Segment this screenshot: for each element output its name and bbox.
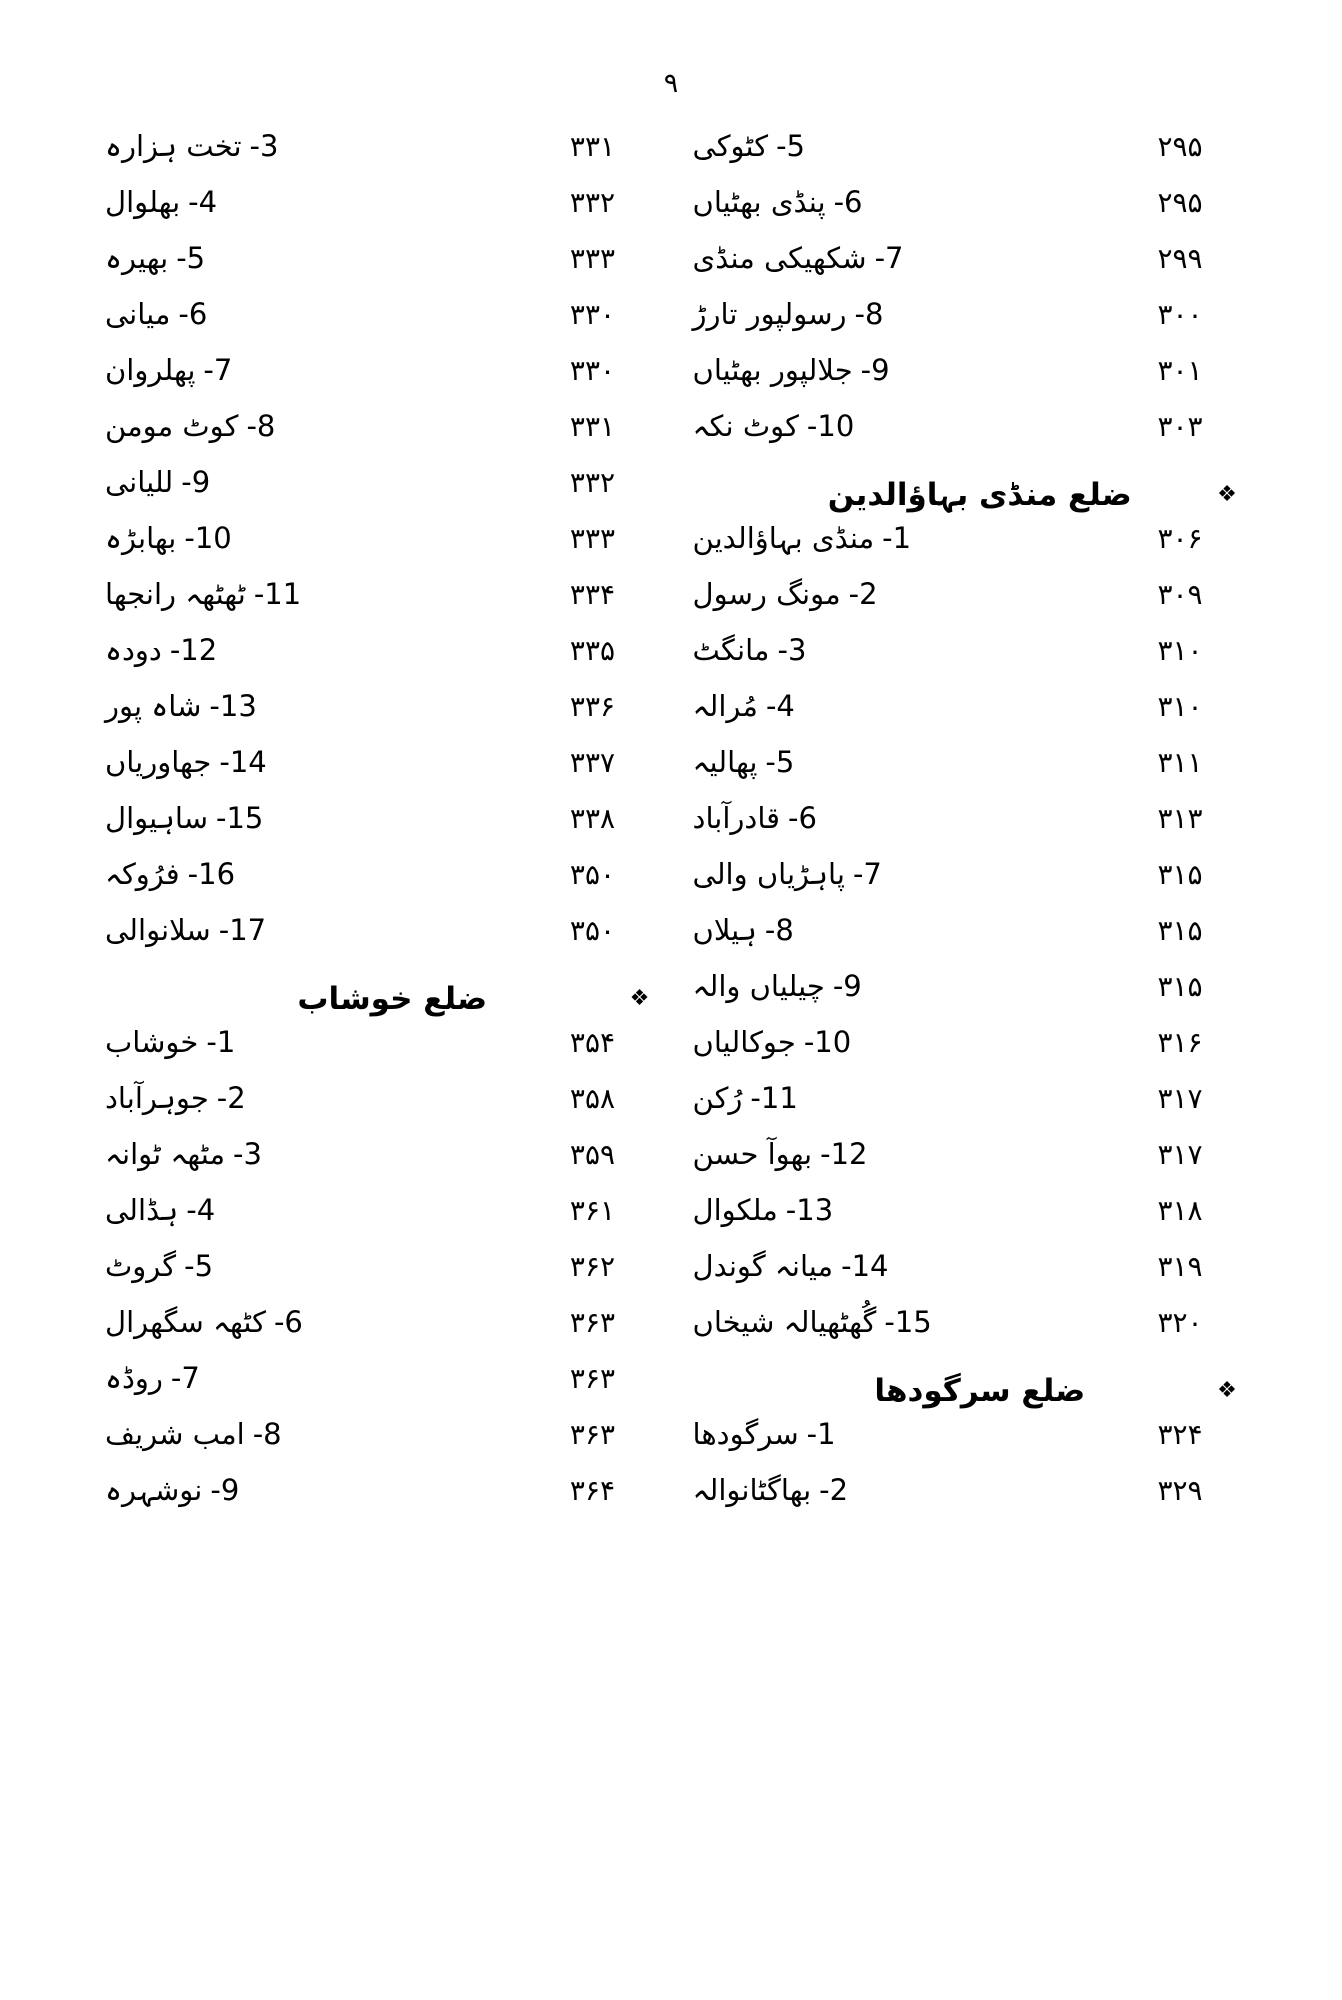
toc-entry-name: تخت ہزارہ (105, 129, 242, 163)
toc-entry[interactable] (95, 467, 659, 523)
toc-entry-name: کوٹ مومن (105, 409, 239, 443)
toc-entry[interactable] (95, 915, 659, 971)
toc-entry-index: 2- (848, 577, 878, 611)
toc-entry-title (683, 1195, 834, 1227)
toc-entry-name: ساہیوال (105, 801, 208, 835)
toc-entry-page-number: ۳۳۱ (569, 130, 616, 163)
toc-entry-name: مونگ رسول (692, 577, 841, 611)
toc-entry-name: پاہڑیاں والی (692, 857, 845, 891)
toc-entry-index: 7- (874, 241, 904, 275)
toc-entry-title (683, 1307, 932, 1339)
toc-entry-page-number: ۳۰۶ (1157, 522, 1203, 555)
toc-entry[interactable] (683, 691, 1247, 747)
toc-entry[interactable] (95, 747, 659, 803)
toc-entry[interactable] (683, 1195, 1247, 1251)
toc-entry[interactable] (683, 523, 1247, 579)
toc-entry-index: 8- (854, 297, 884, 331)
toc-entry-title (95, 635, 217, 667)
toc-entry-title (683, 299, 884, 331)
toc-entry-title (95, 1475, 239, 1507)
toc-entry[interactable] (95, 1419, 659, 1475)
toc-entry-page-number: ۳۳۳ (569, 522, 616, 555)
toc-entry-page-number: ۳۳۴ (569, 578, 616, 611)
toc-entry-page-number: ۳۶۳ (569, 1362, 616, 1395)
toc-entry-title (683, 915, 794, 947)
toc-entry[interactable] (683, 803, 1247, 859)
toc-entry-index: 11- (750, 1081, 798, 1115)
toc-entry[interactable] (683, 411, 1247, 467)
toc-entry-page-number: ۳۱۱ (1157, 746, 1203, 779)
toc-entry[interactable] (95, 803, 659, 859)
toc-entry-page-number: ۳۶۴ (569, 1474, 616, 1507)
toc-entry[interactable] (95, 1195, 659, 1251)
toc-entry-index: 1- (806, 1417, 836, 1451)
toc-entry-page-number: ۲۹۹ (1157, 242, 1203, 275)
toc-entry-page-number: ۳۰۰ (1157, 298, 1203, 331)
toc-entry-title (95, 131, 278, 163)
toc-entry-title (683, 131, 805, 163)
toc-entry-page-number: ۳۳۰ (569, 298, 616, 331)
toc-entry-index: 10- (806, 409, 855, 443)
toc-entry-page-number: ۳۱۵ (1157, 858, 1203, 891)
toc-entry-title (683, 1027, 852, 1059)
toc-entry-page-number: ۳۱۰ (1157, 690, 1203, 723)
toc-entry-name: مُرالہ (692, 689, 758, 723)
district-heading-label: ضلع خوشاب (297, 981, 488, 1017)
toc-entry[interactable] (95, 579, 659, 635)
toc-entry[interactable] (95, 1027, 659, 1083)
toc-entry[interactable] (95, 691, 659, 747)
toc-entry-name: فرُوکہ (105, 857, 180, 891)
toc-entry-name: روڈہ (105, 1361, 163, 1395)
toc-entry-index: 3- (249, 129, 279, 163)
toc-entry-title (95, 1195, 215, 1227)
toc-entry-name: رسولپور تارڑ (692, 297, 847, 331)
toc-entry-title (683, 579, 878, 611)
toc-entry[interactable] (683, 1139, 1247, 1195)
toc-entry-index: 7- (852, 857, 882, 891)
toc-entry-title (683, 971, 862, 1003)
toc-entry[interactable] (683, 635, 1247, 691)
toc-entry-index: 9- (210, 1473, 240, 1507)
toc-entry-page-number: ۳۰۱ (1157, 354, 1203, 387)
toc-entry[interactable] (683, 859, 1247, 915)
toc-entry[interactable] (683, 1251, 1247, 1307)
toc-column-right (683, 131, 1247, 1531)
toc-entry-page-number: ۳۱۷ (1157, 1082, 1203, 1115)
toc-entry-page-number: ۳۳۸ (569, 802, 616, 835)
toc-entry-name: ہڈالی (105, 1193, 179, 1227)
toc-columns (95, 131, 1247, 1531)
toc-entry-index: 9- (860, 353, 890, 387)
toc-entry-title (95, 1139, 262, 1171)
toc-entry-index: 2- (819, 1473, 849, 1507)
toc-entry[interactable] (95, 131, 659, 187)
toc-entry-title (683, 355, 890, 387)
toc-entry-index: 5- (176, 241, 206, 275)
toc-entry[interactable] (683, 131, 1247, 187)
toc-entry-page-number: ۳۶۳ (569, 1306, 616, 1339)
toc-entry[interactable] (683, 747, 1247, 803)
toc-entry-title (683, 635, 807, 667)
toc-entry-name: سرگودھا (692, 1417, 799, 1451)
toc-entry-name: قادرآباد (692, 801, 781, 835)
toc-entry-title (95, 187, 217, 219)
toc-entry-title (95, 747, 267, 779)
diamond-bullet-icon: ❖ (1217, 1378, 1237, 1403)
toc-entry[interactable] (95, 1363, 659, 1419)
toc-entry-name: منڈی بہاؤالدین (692, 521, 875, 555)
toc-entry-title (95, 1251, 213, 1283)
toc-entry-page-number: ۳۵۰ (569, 914, 616, 947)
toc-entry-title (683, 243, 904, 275)
toc-entry-name: بھابڑہ (105, 521, 177, 555)
toc-entry-title (95, 859, 235, 891)
toc-entry-page-number: ۳۰۳ (1157, 410, 1203, 443)
toc-entry[interactable] (683, 1027, 1247, 1083)
toc-entry-title (95, 355, 232, 387)
toc-entry[interactable] (683, 299, 1247, 355)
toc-entry-name: بھوآ حسن (692, 1137, 813, 1171)
toc-entry-name: جوکالیاں (692, 1025, 796, 1059)
toc-entry-name: رُکن (692, 1081, 743, 1115)
toc-entry-index: 6- (178, 297, 208, 331)
toc-entry[interactable] (683, 1419, 1247, 1475)
toc-entry-name: جھاوریاں (105, 745, 212, 779)
toc-entry-title (95, 915, 266, 947)
toc-entry-page-number: ۳۵۸ (569, 1082, 616, 1115)
toc-entry-page-number: ۳۶۲ (569, 1250, 616, 1283)
toc-entry-index: 12- (820, 1137, 868, 1171)
toc-entry-index: 4- (186, 1193, 216, 1227)
toc-entry-name: جوہرآباد (105, 1081, 209, 1115)
toc-entry-title (683, 1419, 836, 1451)
toc-entry[interactable] (95, 1307, 659, 1363)
toc-entry-title (683, 523, 912, 555)
toc-entry-title (683, 1475, 849, 1507)
toc-entry-title (95, 1307, 303, 1339)
toc-column-left (95, 131, 659, 1531)
toc-entry-title (683, 411, 855, 443)
toc-entry-page-number: ۳۱۳ (1157, 802, 1203, 835)
toc-entry-page-number: ۳۳۷ (569, 746, 616, 779)
toc-entry-title (95, 1363, 200, 1395)
toc-entry-index: 6- (788, 801, 817, 835)
toc-entry-name: گُھٹھیالہ شیخاں (692, 1305, 877, 1339)
toc-entry-title (683, 187, 863, 219)
toc-entry-page-number: ۳۳۲ (569, 186, 616, 219)
toc-entry-index: 4- (765, 689, 795, 723)
toc-entry-index: 1- (882, 521, 912, 555)
toc-entry-page-number: ۳۳۰ (569, 354, 616, 387)
toc-entry-title (95, 1083, 246, 1115)
toc-entry-page-number: ۳۵۰ (569, 858, 616, 891)
toc-entry-name: مٹھہ ٹوانہ (105, 1137, 226, 1171)
toc-entry-title (683, 859, 882, 891)
toc-entry[interactable] (683, 579, 1247, 635)
toc-entry-index: 8- (764, 913, 794, 947)
toc-entry-page-number: ۳۱۰ (1157, 634, 1203, 667)
toc-entry-name: گروٹ (105, 1249, 177, 1283)
toc-entry[interactable] (95, 523, 659, 579)
toc-entry-index: 5- (765, 745, 795, 779)
toc-entry-name: میانہ گوندل (692, 1249, 834, 1283)
toc-entry-index: 16- (187, 857, 236, 891)
toc-entry-name: پنڈی بھٹیاں (692, 185, 826, 219)
district-heading-row (95, 971, 659, 1027)
toc-entry-page-number: ۲۹۵ (1157, 186, 1203, 219)
toc-entry[interactable] (95, 187, 659, 243)
toc-entry[interactable] (95, 635, 659, 691)
toc-entry-index: 4- (188, 185, 218, 219)
toc-entry-index: 15- (216, 801, 264, 835)
toc-entry[interactable] (683, 187, 1247, 243)
toc-entry[interactable] (95, 1083, 659, 1139)
toc-entry-title (95, 691, 257, 723)
diamond-bullet-icon: ❖ (1217, 482, 1237, 507)
toc-entry-page-number: ۳۳۳ (569, 242, 616, 275)
toc-entry-index: 14- (841, 1249, 889, 1283)
toc-entry[interactable] (683, 1307, 1247, 1363)
toc-entry-page-number: ۳۲۹ (1157, 1474, 1203, 1507)
toc-entry-title (95, 411, 275, 443)
toc-entry-name: مانگٹ (692, 633, 770, 667)
toc-entry-name: کوٹ نکہ (692, 409, 799, 443)
toc-entry-title (95, 523, 232, 555)
toc-entry-name: شکھیکی منڈی (692, 241, 867, 275)
toc-entry-index: 15- (884, 1305, 932, 1339)
toc-entry[interactable] (95, 1251, 659, 1307)
toc-entry-index: 6- (273, 1305, 303, 1339)
district-heading-row (683, 467, 1247, 523)
toc-entry-title (683, 1251, 889, 1283)
toc-entry-index: 11- (253, 577, 302, 611)
toc-entry-index: 5- (776, 129, 805, 163)
toc-entry-page-number: ۳۵۴ (569, 1026, 616, 1059)
toc-entry-index: 7- (203, 353, 233, 387)
toc-entry-page-number: ۳۶۳ (569, 1418, 616, 1451)
diamond-bullet-icon: ❖ (629, 986, 650, 1011)
toc-entry-name: ملکوال (692, 1193, 778, 1227)
toc-entry-title (95, 1027, 235, 1059)
toc-entry-index: 10- (184, 521, 232, 555)
toc-entry-name: بھیرہ (105, 241, 169, 275)
toc-entry-page-number: ۳۳۲ (569, 466, 616, 499)
toc-entry[interactable] (95, 859, 659, 915)
toc-entry[interactable] (683, 1475, 1247, 1531)
toc-entry-title (683, 1083, 798, 1115)
toc-entry-name: پھلروان (105, 353, 196, 387)
toc-entry[interactable] (95, 355, 659, 411)
toc-entry-page-number: ۳۱۵ (1157, 914, 1203, 947)
toc-entry-page-number: ۳۰۹ (1157, 578, 1203, 611)
toc-entry[interactable] (683, 1083, 1247, 1139)
toc-entry-name: بھلوال (105, 185, 181, 219)
toc-entry-title (95, 467, 210, 499)
toc-entry-page-number: ۳۱۶ (1157, 1026, 1203, 1059)
toc-entry-index: 8- (252, 1417, 282, 1451)
toc-entry[interactable] (95, 411, 659, 467)
toc-entry-page-number: ۳۳۶ (569, 690, 616, 723)
toc-entry-index: 3- (777, 633, 807, 667)
toc-entry-page-number: ۳۳۵ (569, 634, 616, 667)
toc-entry-index: 13- (209, 689, 257, 723)
toc-entry-index: 5- (184, 1249, 214, 1283)
toc-entry-page-number: ۳۱۵ (1157, 970, 1203, 1003)
toc-entry-page-number: ۳۱۷ (1157, 1138, 1203, 1171)
toc-entry-index: 2- (216, 1081, 246, 1115)
toc-entry-title (683, 1139, 868, 1171)
toc-entry-index: 7- (170, 1361, 200, 1395)
toc-entry[interactable] (683, 243, 1247, 299)
toc-entry-page-number: ۳۶۱ (569, 1194, 616, 1227)
toc-entry-page-number: ۳۵۹ (569, 1138, 616, 1171)
toc-entry[interactable] (95, 1139, 659, 1195)
toc-entry-name: ٹھٹھہ رانجھا (105, 577, 246, 611)
toc-entry-name: دودہ (105, 633, 162, 667)
toc-entry-page-number: ۲۹۵ (1157, 130, 1203, 163)
toc-entry-index: 12- (169, 633, 218, 667)
toc-entry-index: 1- (206, 1025, 236, 1059)
toc-entry-name: سلانوالی (105, 913, 211, 947)
toc-entry-name: پھالیہ (692, 745, 758, 779)
toc-entry-index: 3- (233, 1137, 262, 1171)
district-heading-row (683, 1363, 1247, 1419)
toc-entry-page-number: ۳۳۱ (569, 410, 616, 443)
toc-entry-title (683, 691, 795, 723)
toc-entry-index: 9- (832, 969, 862, 1003)
toc-entry-name: امب شریف (105, 1417, 245, 1451)
toc-entry-title (95, 1419, 282, 1451)
toc-entry[interactable] (95, 299, 659, 355)
toc-entry-page-number: ۳۱۸ (1157, 1194, 1203, 1227)
toc-entry-name: خوشاب (105, 1025, 199, 1059)
toc-entry-name: بھاگٹانوالہ (692, 1473, 812, 1507)
toc-entry-page-number: ۳۲۴ (1157, 1418, 1203, 1451)
toc-entry-name: جلالپور بھٹیاں (692, 353, 853, 387)
toc-entry-index: 6- (833, 185, 863, 219)
toc-entry-title (95, 803, 263, 835)
toc-entry-name: کٹوکی (692, 129, 769, 163)
toc-entry-title (683, 747, 795, 779)
toc-entry-name: چیلیاں والہ (692, 969, 825, 1003)
toc-entry-title (95, 579, 301, 611)
toc-entry-name: میانی (105, 297, 171, 331)
toc-entry-name: شاہ پور (105, 689, 202, 723)
toc-entry-name: ہیلاں (692, 913, 757, 947)
toc-entry-page-number: ۳۲۰ (1157, 1306, 1203, 1339)
toc-entry-name: کٹھہ سگھرال (105, 1305, 266, 1339)
toc-entry[interactable] (683, 971, 1247, 1027)
toc-entry[interactable] (683, 355, 1247, 411)
district-heading-label: ضلع منڈی بہاؤالدین (827, 477, 1132, 513)
district-heading-label: ضلع سرگودھا (874, 1373, 1086, 1409)
toc-entry-index: 10- (803, 1025, 852, 1059)
toc-entry-title (683, 803, 817, 835)
toc-entry-index: 9- (181, 465, 211, 499)
toc-entry-index: 14- (219, 745, 267, 779)
toc-entry-name: للیانی (105, 465, 174, 499)
toc-entry[interactable] (95, 1475, 659, 1531)
page-number: ۹ (663, 68, 679, 99)
toc-entry[interactable] (683, 915, 1247, 971)
toc-entry-name: نوشہرہ (105, 1473, 203, 1507)
toc-entry[interactable] (95, 243, 659, 299)
toc-entry-index: 17- (218, 913, 267, 947)
toc-entry-title (95, 243, 205, 275)
toc-entry-title (95, 299, 207, 331)
toc-entry-index: 8- (246, 409, 276, 443)
toc-entry-index: 13- (785, 1193, 834, 1227)
toc-entry-page-number: ۳۱۹ (1157, 1250, 1203, 1283)
